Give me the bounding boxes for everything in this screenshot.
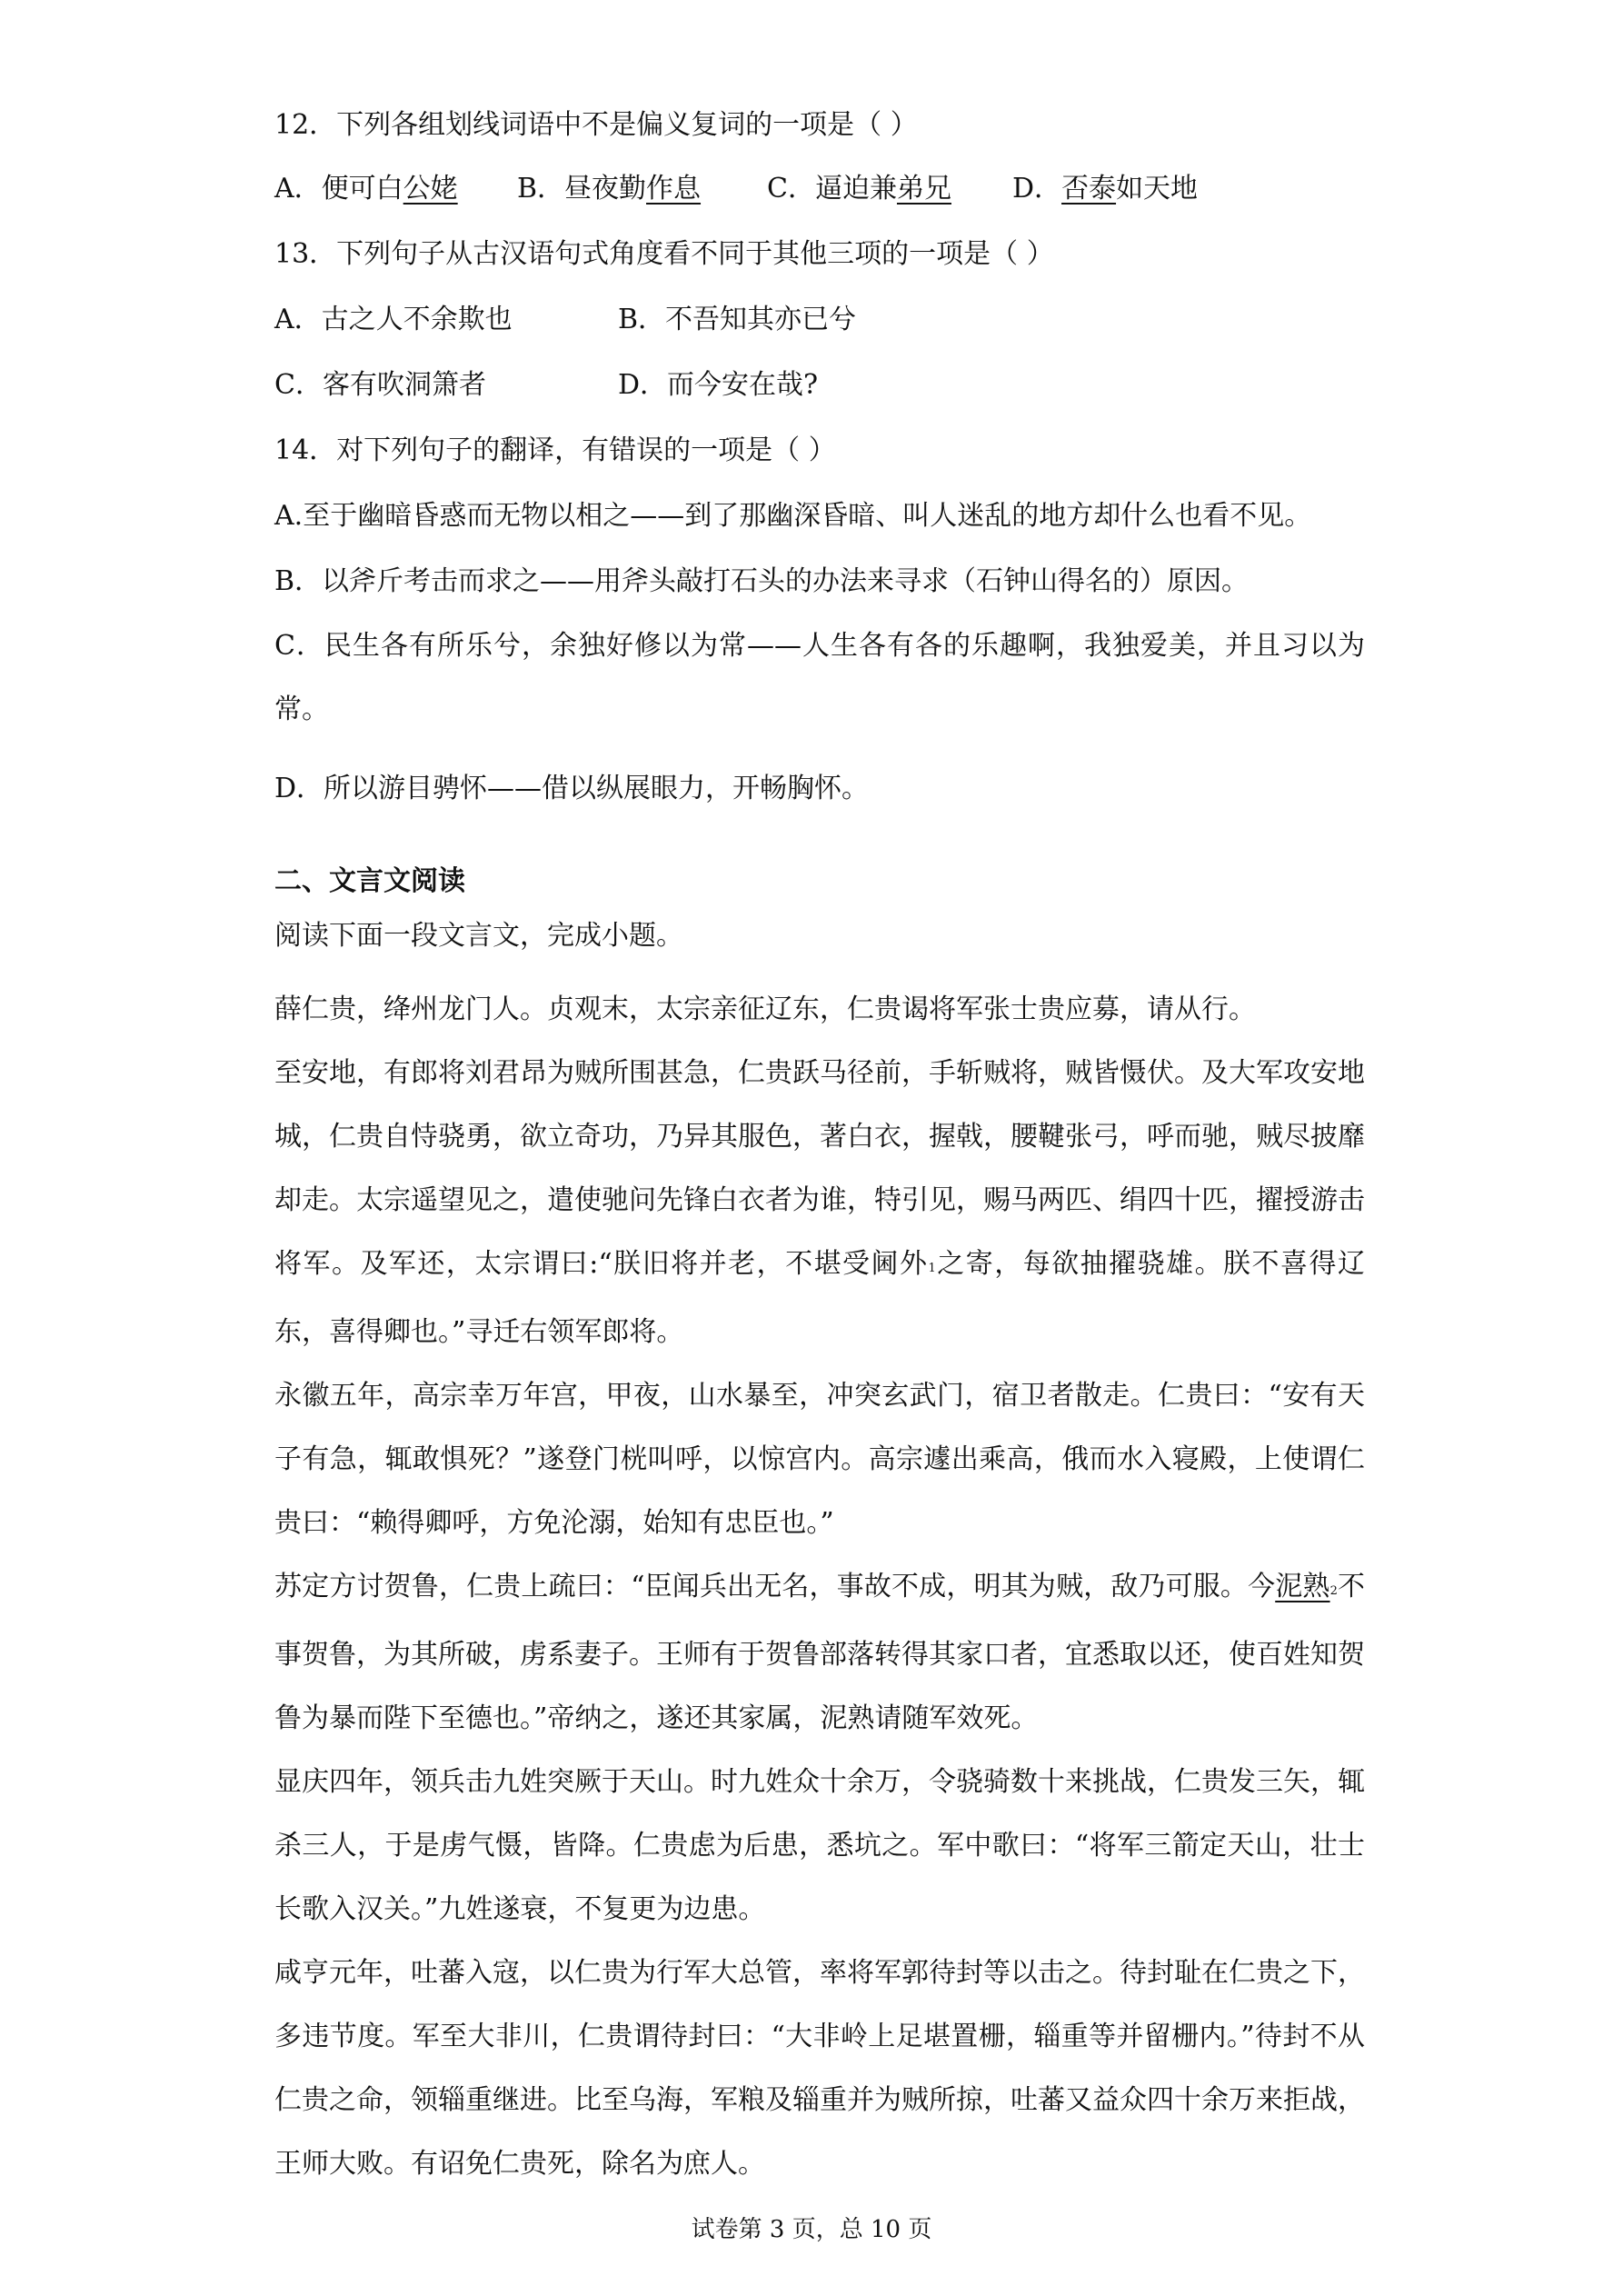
q12-option-a-prefix: A．便可白 bbox=[274, 173, 403, 205]
q12-option-a-underlined: 公姥 bbox=[403, 173, 458, 205]
q14-stem: 14．对下列句子的翻译，有错误的一项是（ ） bbox=[274, 434, 836, 466]
passage-paragraph-3: 永徽五年，高宗幸万年宫，甲夜，山水暴至，冲突玄武门，宿卫者散走。仁贵曰：“安有天子有急，辄敢惧死？”遂登门桄叫呼，以惊宫内。高宗遽出乘高，俄而水入寝殿，上使谓仁贵曰：“赖得卿呼，方免沦溺，始知有忠臣也。” bbox=[274, 1380, 1365, 1539]
passage-paragraph-4 bbox=[274, 1555, 1365, 1751]
q14-option-c: C．民生各有所乐兮，余独好修以为常——人生各有各的乐趣啊，我独爱美，并且习以为常。 bbox=[274, 630, 1365, 725]
q13-options-row2 bbox=[274, 367, 1365, 404]
page-footer: 试卷第 3 页，总 10 页 bbox=[691, 2216, 932, 2243]
footnote-marker-1: 1 bbox=[928, 1262, 936, 1275]
q14-option-d: D．所以游目骋怀——借以纵展眼力，开畅胸怀。 bbox=[274, 773, 870, 804]
passage-paragraph-4-part-1: 苏定方讨贺鲁，仁贵上疏曰：“臣闻兵出无名，事故不成，明其为贼，敌乃可服。今 bbox=[274, 1571, 1276, 1602]
q13-options-row1 bbox=[274, 302, 1365, 338]
passage-paragraph-1: 薛仁贵，绛州龙门人。贞观末，太宗亲征辽东，仁贵谒将军张士贵应募，请从行。 bbox=[274, 993, 1256, 1025]
passage-paragraph-4-part-2: 不事贺鲁，为其所破，虏系妻子。王师有于贺鲁部落转得其家口者，宜悉取以还，使百姓知贺鲁为暴而陛下至德也。”帝纳之，遂还其家属，泥熟请随军效死。 bbox=[274, 1571, 1366, 1734]
q12-option-d bbox=[1012, 171, 1198, 207]
q12-option-c-underlined: 弟兄 bbox=[896, 173, 951, 205]
section-intro: 阅读下面一段文言文，完成小题。 bbox=[274, 920, 683, 952]
q12-option-a bbox=[274, 171, 517, 207]
q13-option-a: A．古之人不余欺也 bbox=[274, 304, 513, 335]
q12-option-b-prefix: B．昼夜勤 bbox=[517, 173, 647, 205]
footnote-marker-2: 2 bbox=[1329, 1584, 1338, 1598]
passage-paragraph-5: 显庆四年，领兵击九姓突厥于天山。时九姓众十余万，令骁骑数十来挑战，仁贵发三矢，辄杀三人，于是虏气慑，皆降。仁贵虑为后患，悉坑之。军中歌曰：“将军三箭定天山，壮士长歌入汉关。”九姓遂衰，不复更为边患。 bbox=[274, 1766, 1365, 1925]
q12-option-b bbox=[517, 171, 767, 207]
q13-stem: 13．下列句子从古汉语句式角度看不同于其他三项的一项是（ ） bbox=[274, 238, 1054, 270]
q14-option-a: A.至于幽暗昏惑而无物以相之——到了那幽深昏暗、叫人迷乱的地方却什么也看不见。 bbox=[274, 500, 1312, 532]
passage-paragraph-6: 咸亨元年，吐蕃入寇，以仁贵为行军大总管，率将军郭待封等以击之。待封耻在仁贵之下，多违节度。军至大非川，仁贵谓待封曰：“大非岭上足堪置栅，辎重等并留栅内。”待封不从仁贵之命，领辎重继进。比至乌海，军粮及辎重并为贼所掠，吐蕃又益众四十余万来拒战，王师大败。有诏免仁贵死，除名为庶人。 bbox=[274, 1957, 1365, 2180]
passage-paragraph-2-part-1: 至安地，有郎将刘君昂为贼所围甚急，仁贵跃马径前，手斩贼将，贼皆慑伏。及大军攻安地城，仁贵自恃骁勇，欲立奇功，乃异其服色，著白衣，握戟，腰鞬张弓，呼而驰，贼尽披靡却走。太宗遥望见之，遣使驰问先锋白衣者为谁，特引见，赐马两匹、绢四十匹，擢授游击将军。及军还，太宗谓曰:“朕旧将并老，不堪受阃外 bbox=[274, 1057, 1365, 1280]
q12-option-d-suffix: 如天地 bbox=[1116, 173, 1199, 205]
q12-stem: 12．下列各组划线词语中不是偏义复词的一项是（ ） bbox=[274, 109, 918, 141]
q12-option-d-underlined: 否泰 bbox=[1061, 173, 1117, 205]
q12-option-c-prefix: C．逼迫兼 bbox=[767, 173, 897, 205]
q13-option-c: C．客有吹洞箫者 bbox=[274, 369, 486, 401]
q12-option-c bbox=[767, 171, 1012, 207]
q12-option-b-underlined: 作息 bbox=[646, 173, 702, 205]
passage-paragraph-2-part-2: 之寄，每欲抽擢骁雄。朕不喜得辽东，喜得卿也。”寻迁右领军郎将。 bbox=[274, 1248, 1365, 1348]
passage-paragraph-2 bbox=[274, 1042, 1365, 1364]
passage-underlined-term: 泥熟 bbox=[1275, 1571, 1330, 1602]
q13-option-b: B．不吾知其亦已兮 bbox=[618, 304, 857, 335]
q12-option-d-prefix: D． bbox=[1012, 173, 1062, 205]
section-heading: 二、文言文阅读 bbox=[274, 865, 465, 897]
q12-options bbox=[274, 171, 1365, 207]
q13-option-d: D．而今安在哉? bbox=[618, 369, 819, 401]
page-content bbox=[274, 107, 1365, 2196]
q14-option-b: B．以斧斤考击而求之——用斧头敲打石头的办法来寻求（石钟山得名的）原因。 bbox=[274, 565, 1250, 597]
